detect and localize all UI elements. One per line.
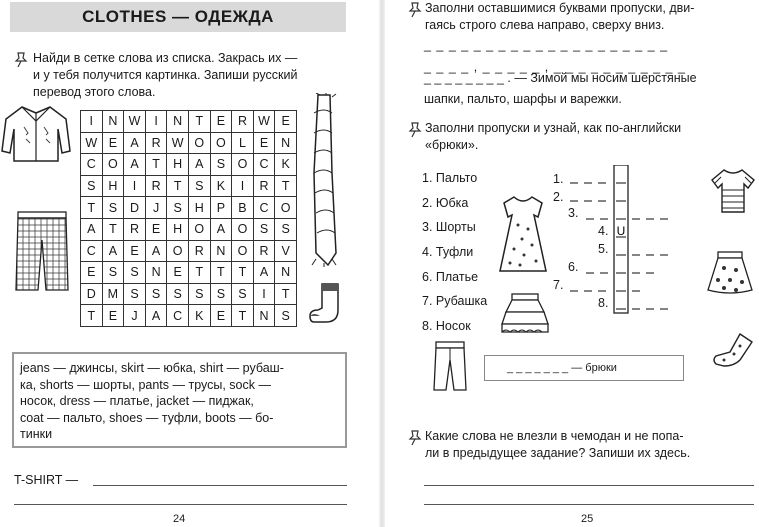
list-item: 1. Пальто [422,171,478,185]
sentence-line: шапки, пальто, шарфы и варежки. [424,92,622,106]
grid-cell[interactable]: T [146,154,168,176]
grid-cell[interactable]: S [103,262,125,284]
grid-cell[interactable]: W [254,111,276,133]
grid-cell[interactable]: O [189,133,211,155]
grid-cell[interactable]: T [211,262,233,284]
grid-cell[interactable]: R [124,219,146,241]
grid-cell[interactable]: R [254,176,276,198]
pin-icon [408,430,422,446]
grid-cell[interactable]: K [211,176,233,198]
grid-cell[interactable]: O [103,154,125,176]
list-item: 4. Туфли [422,245,474,260]
grid-cell[interactable]: M [103,284,125,306]
task-line: Заполни пропуски и узнай, как по-английски [425,121,682,135]
grid-cell[interactable]: N [275,262,297,284]
jeans-icon [432,340,468,392]
grid-cell[interactable]: S [124,284,146,306]
answer-box[interactable] [484,355,684,381]
grid-cell[interactable]: O [275,197,297,219]
grid-cell[interactable]: T [275,176,297,198]
grid-cell[interactable]: I [81,111,103,133]
task-instructions [425,0,755,34]
crossword-number: 8. [598,296,609,310]
grid-cell[interactable]: E [275,111,297,133]
crossword-letter: U [616,224,626,238]
grid-cell[interactable]: D [124,197,146,219]
grid-cell[interactable]: E [146,219,168,241]
grid-cell[interactable]: O [211,133,233,155]
answer-label: T-SHIRT — [14,473,79,487]
grid-cell[interactable]: C [254,197,276,219]
grid-cell[interactable]: E [211,305,233,327]
task-line: гаясь строго слева направо, сверху вниз. [425,18,665,32]
crossword-grid[interactable] [560,165,675,315]
grid-cell[interactable]: E [103,305,125,327]
grid-cell[interactable]: T [103,219,125,241]
grid-cell[interactable]: W [124,111,146,133]
grid-cell[interactable]: S [211,154,233,176]
grid-cell[interactable]: T [189,262,211,284]
grid-cell[interactable]: S [189,176,211,198]
grid-cell[interactable]: A [254,262,276,284]
crossword-number: 7. [553,278,564,292]
pin-icon [408,122,422,138]
grid-cell[interactable]: R [232,111,254,133]
grid-cell[interactable]: I [254,284,276,306]
grid-cell[interactable]: E [81,262,103,284]
grid-cell[interactable]: K [189,305,211,327]
grid-cell[interactable]: S [167,197,189,219]
grid-cell[interactable]: S [146,284,168,306]
sock-icon [710,332,756,368]
grid-cell[interactable]: B [232,197,254,219]
grid-cell[interactable]: A [146,305,168,327]
grid-cell[interactable]: C [167,305,189,327]
crossword-number: 3. [568,206,579,220]
vocab-line: coat — пальто, shoes — туфли, boots — бо- [20,410,274,425]
skirt-icon [704,250,756,296]
grid-cell[interactable]: R [146,133,168,155]
grid-cell[interactable]: R [189,241,211,263]
grid-cell[interactable]: D [81,284,103,306]
grid-cell[interactable]: N [167,111,189,133]
list-item: 8. Носок [422,319,471,334]
grid-cell[interactable]: R [146,176,168,198]
vocab-line: jeans — джинсы, skirt — юбка, shirt — рубаш- [20,361,284,375]
grid-cell[interactable]: H [167,154,189,176]
vocab-line: носок, dress — платье, jacket — пиджак, [20,394,254,408]
list-item: 2. Юбка [422,195,469,210]
task-line: перевод этого слова. [33,85,156,99]
page-number: 24 [173,513,186,525]
list-item: 3. Шорты [422,220,476,235]
grid-cell[interactable]: C [81,154,103,176]
grid-cell[interactable]: A [211,219,233,241]
grid-cell[interactable]: O [232,154,254,176]
grid-cell[interactable]: I [146,111,168,133]
grid-cell[interactable]: A [103,241,125,263]
vocab-line: ка, shorts — шорты, pants — трусы, sock — [20,377,271,392]
grid-cell[interactable]: S [211,284,233,306]
grid-cell[interactable]: S [167,284,189,306]
sentence-line: _ _ _ _ _ _ _ _ . — Зимой мы носим шерстяные [424,71,697,85]
task-line: и у тебя получится картинка. Запиши русский [33,68,298,82]
grid-cell[interactable]: C [81,241,103,263]
dash-line[interactable]: _ _ _ _ , _ _ _ _ _ , _ _ _ _ _ _ _ _ _ _ _ [424,60,686,74]
grid-cell[interactable]: K [275,154,297,176]
grid-cell[interactable]: S [275,219,297,241]
grid-cell[interactable]: O [167,241,189,263]
dash-line[interactable]: _ _ _ _ _ _ _ _ _ _ _ _ _ _ _ _ _ _ _ _ [424,38,669,52]
grid-cell[interactable]: E [254,133,276,155]
grid-cell[interactable]: T [232,305,254,327]
word-list [422,171,487,344]
grid-cell[interactable]: W [167,133,189,155]
grid-cell[interactable]: C [254,154,276,176]
crossword-number: 6. [568,260,579,274]
grid-cell[interactable]: N [146,262,168,284]
grid-cell[interactable]: S [124,262,146,284]
list-item: 6. Платье [422,269,479,284]
grid-cell[interactable]: I [232,176,254,198]
grid-cell[interactable]: T [232,262,254,284]
answer-box-text: _ _ _ _ _ _ _ — брюки [507,362,617,374]
grid-cell[interactable]: E [167,262,189,284]
grid-cell[interactable]: S [103,197,125,219]
grid-cell[interactable]: S [232,284,254,306]
grid-cell[interactable]: W [81,133,103,155]
grid-cell[interactable]: A [124,154,146,176]
grid-cell[interactable]: P [211,197,233,219]
answer-line[interactable] [424,485,754,486]
grid-cell[interactable]: O [232,241,254,263]
grid-cell[interactable]: E [103,133,125,155]
task-line: Какие слова не влезли в чемодан и не попа- [425,429,684,443]
grid-cell[interactable]: A [146,241,168,263]
grid-cell[interactable]: N [275,133,297,155]
crossword-number: 5. [598,242,609,256]
grid-cell[interactable]: A [124,133,146,155]
crossword-number: 4. [598,224,609,238]
grid-cell[interactable]: I [124,176,146,198]
grid-cell[interactable]: T [167,176,189,198]
grid-cell[interactable]: T [189,111,211,133]
task-instructions [425,428,755,462]
grid-cell[interactable]: S [189,284,211,306]
grid-cell[interactable]: J [146,197,168,219]
skirt-icon [500,292,550,334]
answer-line[interactable] [424,504,754,505]
grid-cell[interactable]: A [189,154,211,176]
crossword-number: 1. [553,172,564,186]
grid-cell[interactable]: S [254,219,276,241]
grid-cell[interactable]: T [275,284,297,306]
grid-cell[interactable]: N [211,241,233,263]
grid-cell[interactable]: E [124,241,146,263]
pin-icon [408,2,422,18]
page-number: 25 [581,513,594,525]
grid-cell[interactable]: T [81,305,103,327]
task-instructions [425,120,755,154]
vocab-line: тинки [20,427,53,441]
crossword-number: 2. [553,190,564,204]
sentence [424,70,697,108]
grid-cell[interactable]: T [81,197,103,219]
grid-cell[interactable]: R [254,241,276,263]
tshirt-icon [710,168,756,214]
task-line: Заполни оставшимися буквами пропуски, дви- [425,1,695,15]
task-line: Найди в сетке слова из списка. Закрась их — [33,51,298,65]
task-line: ли в предыдущее задание? Запиши их здесь. [425,446,691,460]
dress-icon [498,195,548,275]
page-title: CLOTHES — ОДЕЖДА [10,2,346,32]
grid-cell[interactable]: J [124,305,146,327]
task-line: «брюки». [425,138,479,152]
list-item: 7. Рубашка [422,294,488,309]
grid-cell[interactable]: A [81,219,103,241]
grid-cell[interactable]: H [189,197,211,219]
grid-cell[interactable]: N [254,305,276,327]
grid-cell[interactable]: V [275,241,297,263]
grid-cell[interactable]: H [103,176,125,198]
grid-cell[interactable]: O [189,219,211,241]
grid-cell[interactable]: N [103,111,125,133]
grid-cell[interactable]: L [232,133,254,155]
grid-cell[interactable]: S [81,176,103,198]
grid-cell[interactable]: S [275,305,297,327]
grid-cell[interactable]: H [167,219,189,241]
grid-cell[interactable]: E [211,111,233,133]
grid-cell[interactable]: O [232,219,254,241]
